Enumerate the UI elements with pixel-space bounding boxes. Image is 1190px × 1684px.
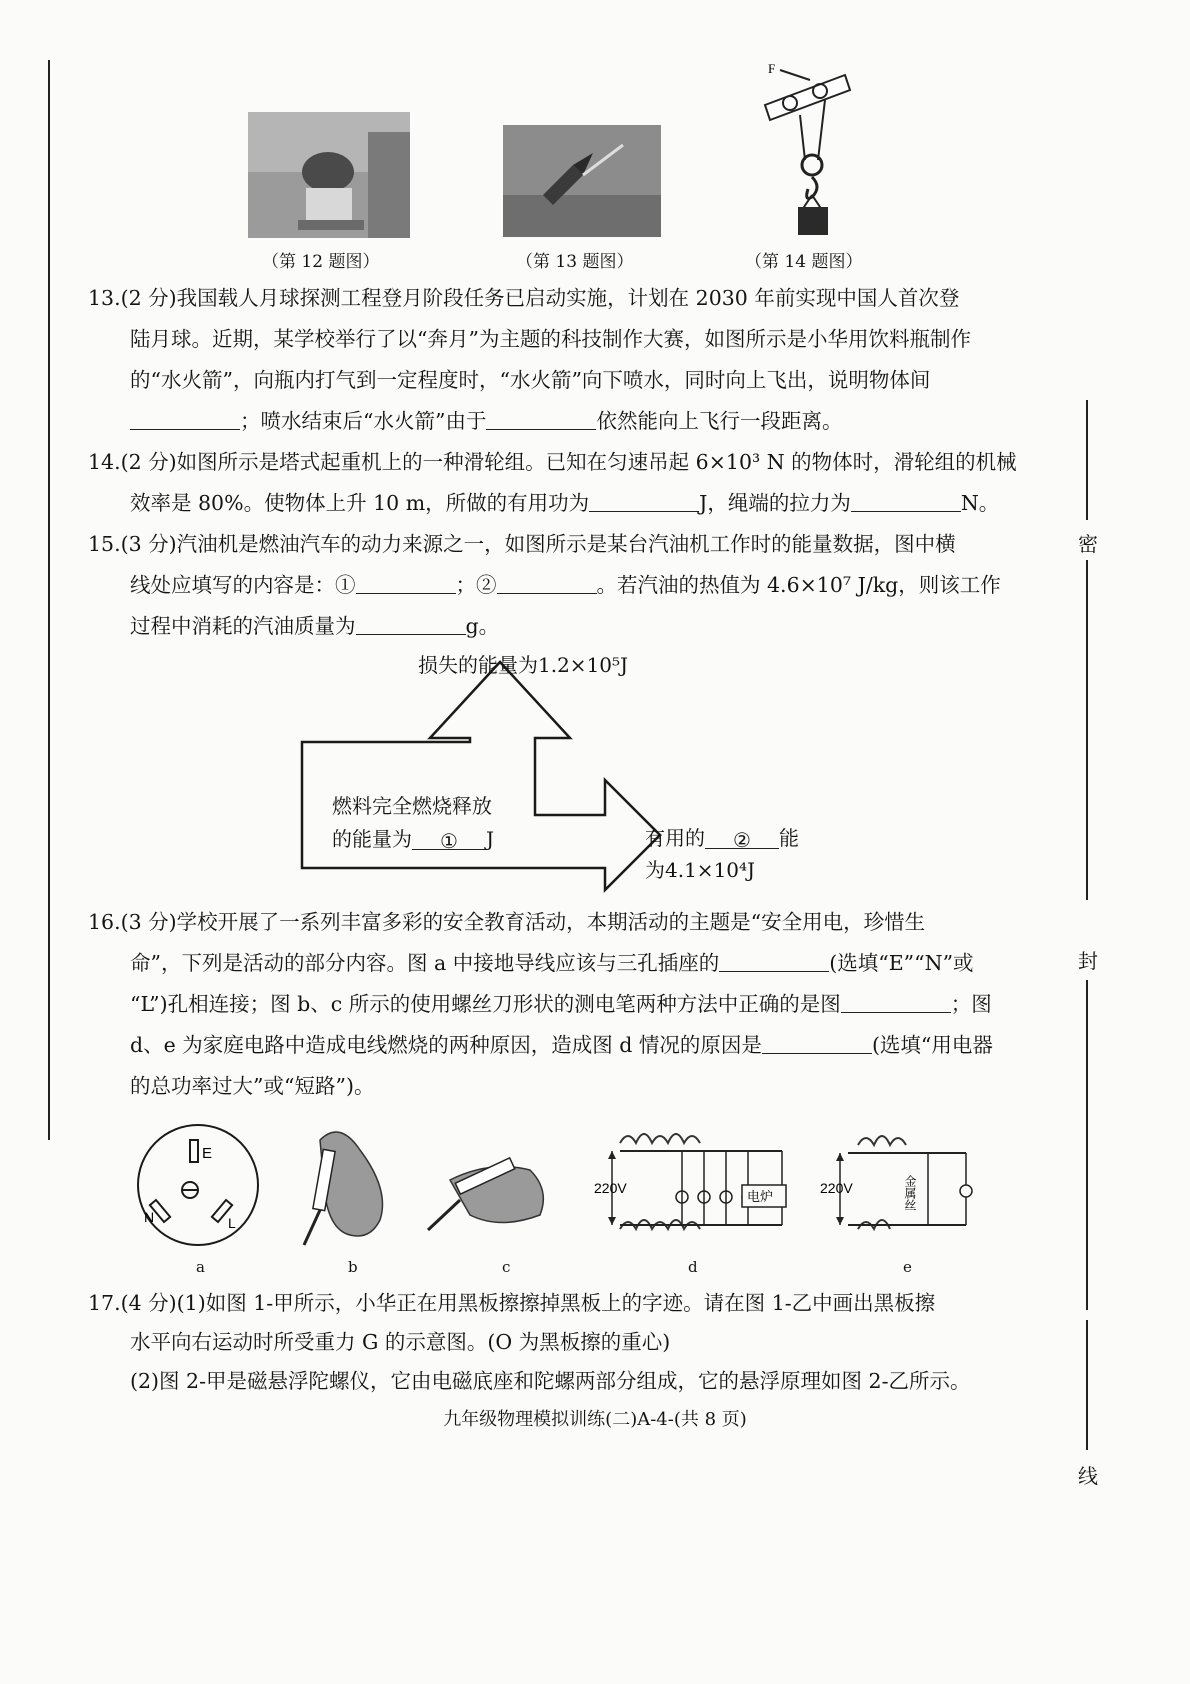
- q15-line1: (3 分)汽油机是燃油汽车的动力来源之一，如图所示是某台汽油机工作时的能量数据，图中横: [120, 532, 956, 556]
- binding-mark-2: 封: [1078, 949, 1098, 973]
- energy-useful-line2: 为4.1×10⁴J: [645, 858, 756, 882]
- q16-label-e: e: [903, 1258, 912, 1276]
- q13-line4-mid: ；喷水结束后“水火箭”由于: [240, 409, 487, 433]
- question-14: [88, 442, 1098, 524]
- q16-label-c: c: [502, 1258, 511, 1276]
- q16-blank-1[interactable]: [719, 951, 829, 973]
- binding-mark-3: 线: [1078, 1464, 1098, 1488]
- voltage-e-label: 220V: [820, 1180, 853, 1196]
- q17-line1: (4 分)(1)如图 1-甲所示，小华正在用黑板擦擦掉黑板上的字迹。请在图 1-乙中画出黑板擦: [120, 1291, 936, 1315]
- q16-fig-e: [818, 1125, 978, 1245]
- q16-line2-a: 命”，下列是活动的部分内容。图 a 中接地导线应该与三孔插座的: [130, 951, 720, 975]
- energy-fuel-unit: J: [486, 827, 495, 851]
- q14-line2-a: 效率是 80%。使物体上升 10 m，所做的有用功为: [130, 491, 590, 515]
- q13-line3: 的“水火箭”，向瓶内打气到一定程度时，“水火箭”向下喷水，同时向上飞出，说明物体间: [130, 368, 931, 392]
- q15-blank-2[interactable]: [497, 573, 597, 595]
- socket-l-label: L: [228, 1215, 236, 1231]
- energy-blank-2-mark: ②: [733, 828, 751, 852]
- q13-number: 13.: [88, 286, 121, 310]
- q16-label-b: b: [348, 1258, 358, 1276]
- binding-mark-1: 密: [1078, 532, 1098, 556]
- q17-number: 17.: [88, 1291, 121, 1315]
- energy-loss-label: 损失的能量为1.2×10⁵J: [418, 653, 629, 677]
- page-footer: 九年级物理模拟训练(二)A-4-(共 8 页): [443, 1409, 747, 1430]
- q15-number: 15.: [88, 532, 121, 556]
- fig12-teapot-illustration: [248, 112, 410, 238]
- q17-line3: (2)图 2-甲是磁悬浮陀螺仪，它由电磁底座和陀螺两部分组成，它的悬浮原理如图 2-乙所示。: [130, 1369, 971, 1393]
- q15-blank-3[interactable]: [356, 614, 466, 636]
- energy-arrow-shape: [300, 650, 860, 900]
- fig14-pulley-diagram: [750, 55, 860, 240]
- left-margin-rule: [48, 60, 50, 1140]
- q16-fig-c: [420, 1140, 550, 1250]
- q16-line5: 的总功率过大”或“短路”)。: [130, 1074, 375, 1098]
- q16-blank-2[interactable]: [841, 992, 951, 1014]
- energy-blank-1-mark: ①: [440, 829, 458, 853]
- energy-useful-line1-b: 能: [779, 826, 799, 850]
- q13-line4-end: 依然能向上飞行一段距离。: [596, 409, 843, 433]
- q16-line4-a: d、e 为家庭电路中造成电线燃烧的两种原因，造成图 d 情况的原因是: [130, 1033, 762, 1057]
- energy-flow-diagram: [300, 650, 860, 900]
- fig14-caption: （第 14 题图）: [745, 252, 863, 272]
- energy-blank-1: [412, 829, 486, 853]
- q15-line2-c: 。若汽油的热值为 4.6×10⁷ J/kg，则该工作: [596, 573, 1001, 597]
- q14-blank-1[interactable]: [589, 491, 699, 513]
- fig12-photo: [248, 112, 410, 238]
- q16-line2-b: (选填“E”“N”或: [829, 951, 974, 975]
- q14-number: 14.: [88, 450, 121, 474]
- q16-line4-b: (选填“用电器: [871, 1033, 993, 1057]
- q16-label-d: d: [688, 1258, 698, 1276]
- q16-fig-b: [290, 1120, 400, 1250]
- fig12-caption: （第 12 题图）: [262, 252, 380, 272]
- q14-line1: (2 分)如图所示是塔式起重机上的一种滑轮组。已知在匀速吊起 6×10³ N 的物体时，滑轮组的机械: [120, 450, 1017, 474]
- energy-blank-2: [705, 828, 779, 852]
- energy-fuel-line2: [332, 823, 494, 852]
- binding-line: [1068, 400, 1108, 1488]
- q13-blank-1[interactable]: [130, 409, 240, 431]
- q15-line3-b: g。: [465, 614, 500, 638]
- q14-blank-2[interactable]: [851, 491, 961, 513]
- q16-line3-a: “L”)孔相连接；图 b、c 所示的使用螺丝刀形状的测电笔两种方法中正确的是图: [130, 992, 841, 1016]
- question-16: [88, 902, 1098, 1107]
- q16-fig-d: [592, 1125, 792, 1245]
- question-15: [88, 524, 1098, 647]
- q16-blank-3[interactable]: [762, 1033, 872, 1055]
- voltage-d-label: 220V: [594, 1180, 627, 1196]
- q16-label-a: a: [196, 1258, 205, 1276]
- q14-line2-c: N。: [960, 491, 1000, 515]
- energy-fuel-line2-a: 的能量为: [332, 827, 412, 851]
- fig13-water-rocket-illustration: [503, 125, 661, 237]
- socket-e-label: E: [202, 1145, 213, 1162]
- energy-fuel-line1: 燃料完全燃烧释放: [332, 794, 492, 818]
- fig14-force-label: F: [768, 61, 776, 76]
- q13-line1: (2 分)我国载人月球探测工程登月阶段任务已启动实施，计划在 2030 年前实现中国人首次登: [120, 286, 960, 310]
- energy-useful-line1: [645, 822, 799, 851]
- q17-line2: 水平向右运动时所受重力 G 的示意图。(O 为黑板擦的重心): [130, 1330, 671, 1354]
- question-13: [88, 278, 1098, 442]
- socket-n-label: N: [144, 1209, 155, 1225]
- q16-line1: (3 分)学校开展了一系列丰富多彩的安全教育活动，本期活动的主题是“安全用电，珍惜生: [120, 910, 926, 934]
- q13-line2: 陆月球。近期，某学校举行了以“奔月”为主题的科技制作大赛，如图所示是小华用饮料瓶制作: [130, 327, 971, 351]
- q14-line2-b: J，绳端的拉力为: [699, 491, 851, 515]
- stove-label: 电炉: [747, 1190, 774, 1205]
- q16-fig-a: [128, 1120, 268, 1260]
- q15-blank-1[interactable]: [356, 573, 456, 595]
- q16-line3-b: ；图: [950, 992, 992, 1016]
- question-17: [88, 1284, 1098, 1401]
- energy-useful-line1-a: 有用的: [645, 826, 705, 850]
- q16-number: 16.: [88, 910, 121, 934]
- fig13-caption: （第 13 题图）: [516, 252, 634, 272]
- q15-line2-b: ；②: [455, 573, 497, 597]
- q15-line2-a: 线处应填写的内容是：①: [130, 573, 356, 597]
- q15-line3-a: 过程中消耗的汽油质量为: [130, 614, 356, 638]
- wire-label: 金属丝: [903, 1175, 917, 1211]
- fig13-photo: [503, 125, 661, 237]
- q13-blank-2[interactable]: [486, 409, 596, 431]
